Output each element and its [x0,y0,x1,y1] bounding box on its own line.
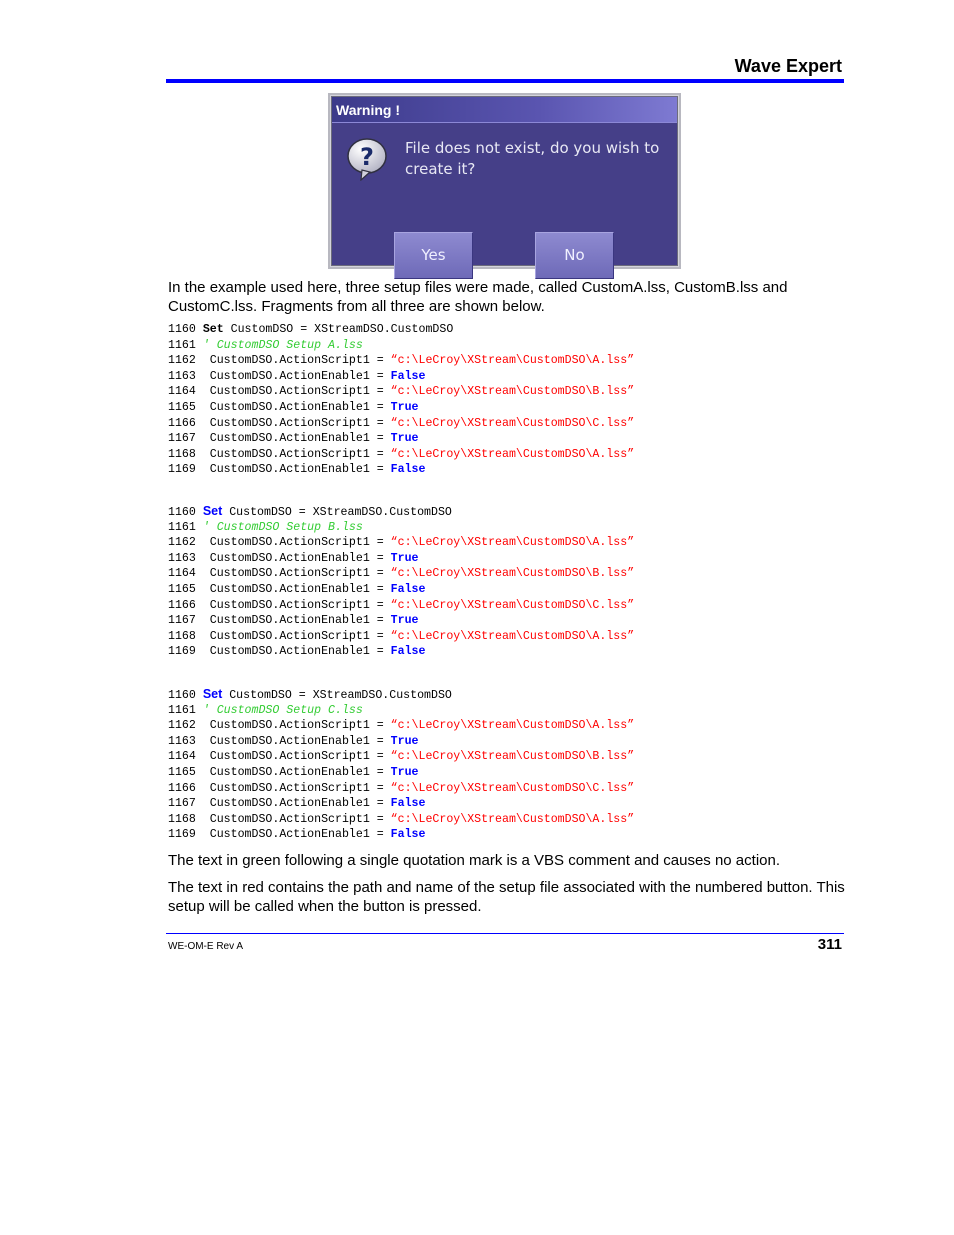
green-text-note: The text in green following a single quotation mark is a VBS comment and causes no action. [168,852,781,869]
code-line [168,734,634,750]
dialog-message: File does not exist, do you wish to create it? [405,139,660,178]
script-assignment: CustomDSO.ActionScript1 = [202,567,391,581]
line-number: 1166 [168,781,196,795]
intro-paragraph: In the example used here, three setup files were made, called CustomA.lss, CustomB.lss and CustomC.lss. Fragments from all three are shown below. [168,279,788,315]
setup-path-string: “c:\LeCroy\XStream\CustomDSO\A.lss” [390,354,635,368]
boolean-value: False [390,369,426,383]
code-line [168,431,634,447]
line-number: 1162 [168,719,196,733]
script-assignment: CustomDSO.ActionScript1 = [202,719,391,733]
setup-path-string: “c:\LeCroy\XStream\CustomDSO\A.lss” [390,447,635,461]
script-assignment: CustomDSO.ActionScript1 = [202,416,391,430]
yes-button[interactable]: Yes [394,232,473,279]
code-line [168,504,634,520]
enable-assignment: CustomDSO.ActionEnable1 = [202,797,391,811]
warning-dialog [328,93,681,269]
setup-path-string: “c:\LeCroy\XStream\CustomDSO\B.lss” [390,385,635,399]
dialog-title: Warning ! [336,102,401,118]
script-assignment: CustomDSO.ActionScript1 = [202,598,391,612]
code-line [168,400,634,416]
enable-assignment: CustomDSO.ActionEnable1 = [202,369,391,383]
setup-path-string: “c:\LeCroy\XStream\CustomDSO\A.lss” [390,629,635,643]
set-statement: CustomDSO = XStreamDSO.CustomDSO [223,323,454,336]
code-line [168,551,634,567]
enable-assignment: CustomDSO.ActionEnable1 = [202,551,391,565]
page-number: 311 [817,936,842,953]
line-number: 1167 [168,432,196,446]
line-number: 1161 [168,338,196,352]
boolean-value: True [390,765,419,779]
line-number: 1166 [168,416,196,430]
enable-assignment: CustomDSO.ActionEnable1 = [202,400,391,414]
enable-assignment: CustomDSO.ActionEnable1 = [202,765,391,779]
line-number: 1169 [168,463,196,477]
code-line [168,598,634,614]
line-number: 1162 [168,536,196,550]
line-number: 1160 [168,689,196,702]
line-number: 1161 [168,703,196,717]
line-number: 1165 [168,582,196,596]
script-assignment: CustomDSO.ActionScript1 = [202,812,391,826]
enable-assignment: CustomDSO.ActionEnable1 = [202,734,391,748]
boolean-value: True [390,432,419,446]
code-line [168,369,634,385]
script-assignment: CustomDSO.ActionScript1 = [202,536,391,550]
code-line [168,447,634,463]
code-line [168,644,634,660]
setup-path-string: “c:\LeCroy\XStream\CustomDSO\B.lss” [390,567,635,581]
code-line [168,629,634,645]
red-text-note: The text in red contains the path and name of the setup file associated with the numbered button. This setup will be called when the button is pressed. [168,879,845,915]
question-icon [346,137,388,181]
set-keyword: Set [202,687,223,701]
line-number: 1169 [168,828,196,842]
enable-assignment: CustomDSO.ActionEnable1 = [202,463,391,477]
boolean-value: True [390,551,419,565]
vbs-comment: ' CustomDSO Setup C.lss [202,703,363,717]
code-line [168,687,634,703]
script-assignment: CustomDSO.ActionScript1 = [202,629,391,643]
enable-assignment: CustomDSO.ActionEnable1 = [202,582,391,596]
vbs-comment: ' CustomDSO Setup A.lss [202,338,363,352]
line-number: 1165 [168,765,196,779]
code-line [168,718,634,734]
code-line [168,322,634,338]
page-header-title: Wave Expert [734,56,842,76]
code-line [168,462,634,478]
line-number: 1161 [168,520,196,534]
line-number: 1169 [168,645,196,659]
script-assignment: CustomDSO.ActionScript1 = [202,354,391,368]
line-number: 1163 [168,551,196,565]
line-number: 1163 [168,369,196,383]
line-number: 1160 [168,506,196,519]
footer-doc-id: WE-OM-E Rev A [168,941,244,952]
code-line [168,566,634,582]
setup-path-string: “c:\LeCroy\XStream\CustomDSO\A.lss” [390,719,635,733]
code-line [168,749,634,765]
setup-path-string: “c:\LeCroy\XStream\CustomDSO\A.lss” [390,536,635,550]
enable-assignment: CustomDSO.ActionEnable1 = [202,828,391,842]
code-line [168,416,634,432]
setup-path-string: “c:\LeCroy\XStream\CustomDSO\A.lss” [390,812,635,826]
boolean-value: False [390,797,426,811]
boolean-value: True [390,400,419,414]
code-line [168,827,634,843]
code-line [168,796,634,812]
code-line [168,812,634,828]
set-statement: CustomDSO = XStreamDSO.CustomDSO [222,506,452,519]
line-number: 1166 [168,598,196,612]
setup-path-string: “c:\LeCroy\XStream\CustomDSO\C.lss” [390,598,635,612]
code-block-b [168,504,634,660]
boolean-value: True [390,614,419,628]
setup-path-string: “c:\LeCroy\XStream\CustomDSO\C.lss” [390,781,635,795]
code-line [168,765,634,781]
svg-text:?: ? [360,143,374,171]
line-number: 1168 [168,812,196,826]
code-line [168,384,634,400]
code-block-c [168,687,634,843]
line-number: 1167 [168,614,196,628]
dialog-body [332,123,677,265]
script-assignment: CustomDSO.ActionScript1 = [202,750,391,764]
boolean-value: True [390,734,419,748]
set-statement: CustomDSO = XStreamDSO.CustomDSO [222,689,452,702]
enable-assignment: CustomDSO.ActionEnable1 = [202,645,391,659]
script-assignment: CustomDSO.ActionScript1 = [202,781,391,795]
code-line [168,338,634,354]
footer-rule [166,933,844,934]
script-assignment: CustomDSO.ActionScript1 = [202,447,391,461]
set-keyword: Set [202,323,224,336]
line-number: 1160 [168,323,196,336]
header-rule [166,79,844,83]
dialog-titlebar [332,97,677,123]
vbs-comment: ' CustomDSO Setup B.lss [202,520,363,534]
line-number: 1168 [168,447,196,461]
code-block-a [168,322,634,478]
line-number: 1168 [168,629,196,643]
code-line [168,613,634,629]
line-number: 1164 [168,567,196,581]
enable-assignment: CustomDSO.ActionEnable1 = [202,614,391,628]
line-number: 1164 [168,385,196,399]
line-number: 1167 [168,797,196,811]
boolean-value: False [390,645,426,659]
line-number: 1165 [168,400,196,414]
code-line [168,520,634,536]
set-keyword: Set [202,504,223,518]
code-line [168,353,634,369]
code-line [168,703,634,719]
code-line [168,535,634,551]
boolean-value: False [390,828,426,842]
boolean-value: False [390,463,426,477]
code-line [168,582,634,598]
enable-assignment: CustomDSO.ActionEnable1 = [202,432,391,446]
script-assignment: CustomDSO.ActionScript1 = [202,385,391,399]
code-line [168,781,634,797]
line-number: 1162 [168,354,196,368]
dialog-frame [331,96,678,266]
line-number: 1164 [168,750,196,764]
line-number: 1163 [168,734,196,748]
setup-path-string: “c:\LeCroy\XStream\CustomDSO\B.lss” [390,750,635,764]
setup-path-string: “c:\LeCroy\XStream\CustomDSO\C.lss” [390,416,635,430]
boolean-value: False [390,582,426,596]
no-button[interactable]: No [535,232,614,279]
